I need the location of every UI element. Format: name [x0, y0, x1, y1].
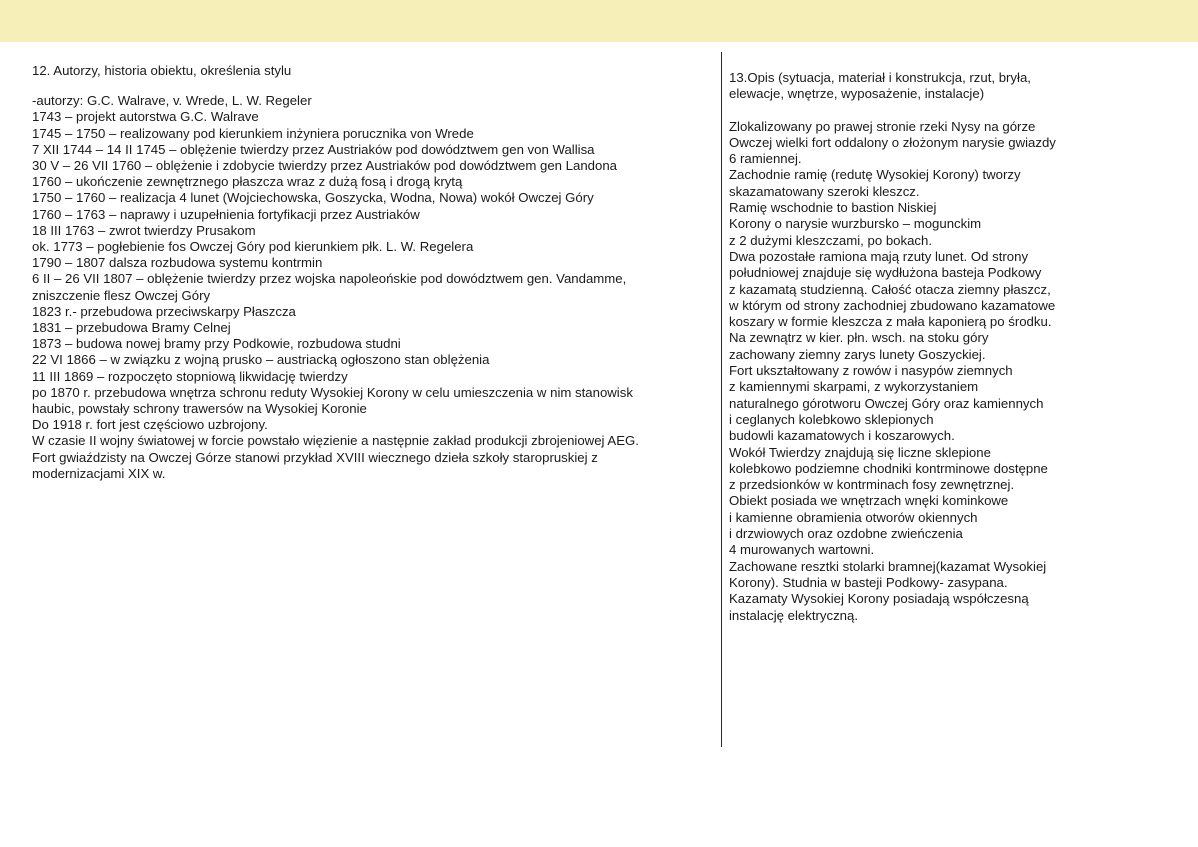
description-line: skazamatowany szeroki kleszcz. [729, 183, 920, 199]
description-line: Owczej wielki fort oddalony o złożonym narysie gwiazdy [729, 134, 1056, 150]
description-line: 4 murowanych wartowni. [729, 542, 875, 558]
history-line: 1760 – ukończenie zewnętrznego płaszcza wraz z dużą fosą i drogą krytą [32, 174, 463, 190]
description-line: naturalnego górotworu Owczej Góry oraz kamiennych [729, 395, 1044, 411]
column-divider [721, 52, 722, 747]
description-heading-line: 13.Opis (sytuacja, materiał i konstrukcja, rzut, bryła, [729, 70, 1031, 85]
description-line: Ramię wschodnie to bastion Niskiej [729, 200, 937, 216]
history-line: haubic, powstały schrony trawersów na Wysokiej Koronie [32, 401, 367, 417]
history-line: 1743 – projekt autorstwa G.C. Walrave [32, 109, 259, 125]
description-line: koszary w formie kleszcza z mała kaponierą po środku. [729, 314, 1052, 330]
history-line: 7 XII 1744 – 14 II 1745 – oblężenie twierdzy przez Austriaków pod dowództwem gen von Wallisa [32, 141, 595, 157]
history-line: 22 VI 1866 – w związku z wojną prusko – austriacką ogłoszono stan oblężenia [32, 352, 490, 368]
history-line: 11 III 1869 – rozpoczęto stopniową likwidację twierdzy [32, 368, 348, 384]
description-line: z kazamatą studzienną. Całość otacza ziemny płaszcz, [729, 281, 1051, 297]
description-line: Na zewnątrz w kier. płn. wsch. na stoku góry [729, 330, 989, 346]
description-line: Dwa pozostałe ramiona mają rzuty lunet. Od strony [729, 248, 1029, 264]
history-text [32, 93, 712, 482]
description-line: i kamienne obramienia otworów okiennych [729, 509, 978, 525]
description-line: z 2 dużymi kleszczami, po bokach. [729, 232, 933, 248]
description-line: instalację elektryczną. [729, 607, 859, 623]
description-line: z przedsionków w kontrminach fosy zewnętrznej. [729, 477, 1015, 493]
document-page [0, 42, 1198, 847]
description-text [729, 119, 1089, 624]
description-line: Obiekt posiada we wnętrzach wnęki kominkowe [729, 493, 1009, 509]
description-line: i ceglanych kolebkowo sklepionych [729, 411, 934, 427]
history-line: 18 III 1763 – zwrot twierdzy Prusakom [32, 222, 256, 238]
top-color-band [0, 0, 1198, 43]
history-line: 1831 – przebudowa Bramy Celnej [32, 320, 231, 336]
history-line: Do 1918 r. fort jest częściowo uzbrojony. [32, 417, 268, 433]
history-line: 1745 – 1750 – realizowany pod kierunkiem inżyniera porucznika von Wrede [32, 125, 474, 141]
description-line: Zachowane resztki stolarki bramnej(kazamat Wysokiej [729, 558, 1047, 574]
history-line: Fort gwiaździsty na Owczej Górze stanowi przykład XVIII wiecznego dzieła szkoły staropruskiej z [32, 449, 598, 465]
history-line: zniszczenie flesz Owczej Góry [32, 287, 211, 303]
history-line: 1790 – 1807 dalsza rozbudowa systemu kontrmin [32, 255, 323, 271]
description-heading [729, 70, 1089, 103]
history-line: 1873 – budowa nowej bramy przy Podkowie, rozbudowa studni [32, 336, 401, 352]
description-line: zachowany ziemny zarys lunety Goszyckiej. [729, 346, 986, 362]
description-line: w którym od strony zachodniej zbudowano kazamatowe [729, 297, 1056, 313]
history-heading: 12. Autorzy, historia obiektu, określenia stylu [32, 63, 292, 78]
description-line: Wokół Twierdzy znajdują się liczne sklepione [729, 444, 991, 460]
description-heading-line: elewacje, wnętrze, wyposażenie, instalacje) [729, 86, 985, 102]
history-line: modernizacjami XIX w. [32, 465, 166, 481]
description-line: 6 ramiennej. [729, 151, 802, 167]
history-line: 1750 – 1760 – realizacja 4 lunet (Wojciechowska, Goszycka, Wodna, Nowa) wokół Owczej Góry [32, 190, 594, 206]
history-line: 6 II – 26 VII 1807 – oblężenie twierdzy przez wojska napoleońskie pod dowództwem gen. Vandamme, [32, 271, 627, 287]
description-line: Fort ukształtowany z rowów i nasypów ziemnych [729, 363, 1013, 379]
history-line: ok. 1773 – pogłebienie fos Owczej Góry pod kierunkiem płk. L. W. Regelera [32, 239, 474, 255]
history-line: 1823 r.- przebudowa przeciwskarpy Płaszcza [32, 303, 296, 319]
description-line: Korony). Studnia w basteji Podkowy- zasypana. [729, 574, 1008, 590]
history-line: -autorzy: G.C. Walrave, v. Wrede, L. W. Regeler [32, 93, 312, 109]
description-line: południowej znajduje się wydłużona basteja Podkowy [729, 265, 1042, 281]
description-line: kolebkowo podziemne chodniki kontrminowe dostępne [729, 460, 1048, 476]
history-line: po 1870 r. przebudowa wnętrza schronu reduty Wysokiej Korony w celu umieszczenia w nim stanowisk [32, 384, 633, 400]
description-line: Korony o narysie wurzbursko – mogunckim [729, 216, 982, 232]
description-line: Zlokalizowany po prawej stronie rzeki Nysy na górze [729, 118, 1036, 134]
description-line: budowli kazamatowych i koszarowych. [729, 428, 955, 444]
description-line: Zachodnie ramię (redutę Wysokiej Korony) tworzy [729, 167, 1021, 183]
history-line: 1760 – 1763 – naprawy i uzupełnienia fortyfikacji przez Austriaków [32, 206, 420, 222]
description-line: Kazamaty Wysokiej Korony posiadają współczesną [729, 591, 1029, 607]
description-column [729, 70, 1089, 624]
history-line: W czasie II wojny światowej w forcie powstało więzienie a następnie zakład produkcji zbrojeniowej AEG. [32, 433, 639, 449]
history-line: 30 V – 26 VII 1760 – oblężenie i zdobycie twierdzy przez Austriaków pod dowództwem gen Landona [32, 158, 618, 174]
description-line: i drzwiowych oraz ozdobne zwieńczenia [729, 526, 963, 542]
description-line: z kamiennymi skarpami, z wykorzystaniem [729, 379, 979, 395]
history-column [32, 63, 712, 482]
